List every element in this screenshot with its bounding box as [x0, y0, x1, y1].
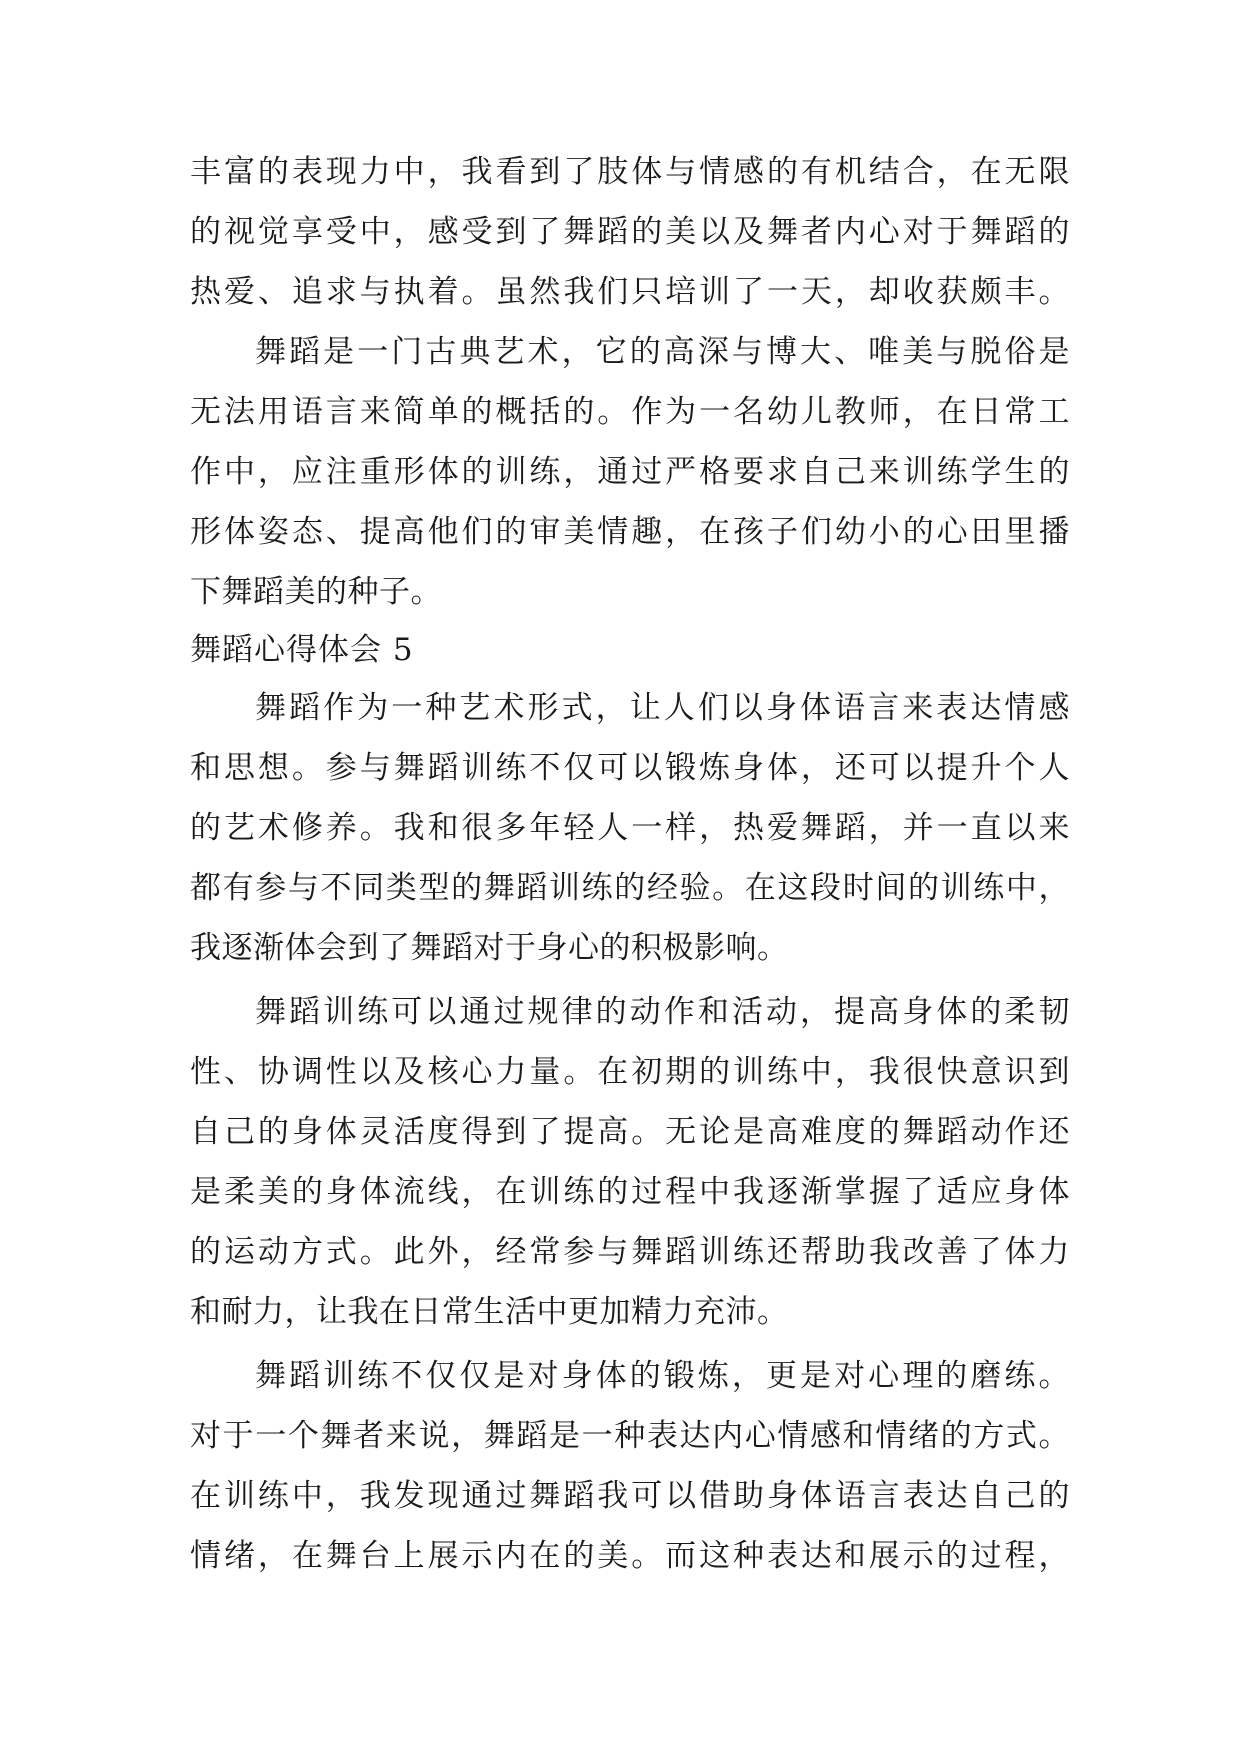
- text-line: 对于一个舞者来说，舞蹈是一种表达内心情感和情绪的方式。: [190, 1418, 1070, 1454]
- paragraph-first-line: 舞蹈训练可以通过规律的动作和活动，提高身体的柔韧: [255, 994, 1070, 1030]
- paragraph-first-line: 舞蹈训练不仅仅是对身体的锻炼，更是对心理的磨练。: [255, 1358, 1070, 1394]
- paragraph-first-line: 舞蹈作为一种艺术形式，让人们以身体语言来表达情感: [255, 690, 1070, 726]
- paragraph-last-line: 和耐力，让我在日常生活中更加精力充沛。: [190, 1294, 789, 1330]
- text-line: 的视觉享受中，感受到了舞蹈的美以及舞者内心对于舞蹈的: [190, 214, 1070, 250]
- text-line: 性、协调性以及核心力量。在初期的训练中，我很快意识到: [190, 1054, 1070, 1090]
- paragraph-last-line: 我逐渐体会到了舞蹈对于身心的积极影响。: [190, 930, 789, 966]
- paragraph-last-line: 下舞蹈美的种子。: [190, 574, 442, 610]
- text-line: 丰富的表现力中，我看到了肢体与情感的有机结合，在无限: [190, 154, 1070, 190]
- text-line: 的艺术修养。我和很多年轻人一样，热爱舞蹈，并一直以来: [190, 810, 1070, 846]
- text-line: 都有参与不同类型的舞蹈训练的经验。在这段时间的训练中，: [190, 870, 1070, 906]
- text-line: 情绪，在舞台上展示内在的美。而这种表达和展示的过程，: [190, 1538, 1070, 1574]
- text-line: 自己的身体灵活度得到了提高。无论是高难度的舞蹈动作还: [190, 1114, 1070, 1150]
- text-line: 的运动方式。此外，经常参与舞蹈训练还帮助我改善了体力: [190, 1234, 1070, 1270]
- text-line: 作中，应注重形体的训练，通过严格要求自己来训练学生的: [190, 454, 1070, 490]
- section-heading: 舞蹈心得体会 5: [190, 632, 414, 668]
- text-line: 和思想。参与舞蹈训练不仅可以锻炼身体，还可以提升个人: [190, 750, 1070, 786]
- text-line: 在训练中，我发现通过舞蹈我可以借助身体语言表达自己的: [190, 1478, 1070, 1514]
- text-line: 无法用语言来简单的概括的。作为一名幼儿教师，在日常工: [190, 394, 1070, 430]
- text-line: 形体姿态、提高他们的审美情趣，在孩子们幼小的心田里播: [190, 514, 1070, 550]
- text-line: 热爱、追求与执着。虽然我们只培训了一天，却收获颇丰。: [190, 274, 1070, 310]
- paragraph-first-line: 舞蹈是一门古典艺术，它的高深与博大、唯美与脱俗是: [255, 334, 1070, 370]
- text-line: 是柔美的身体流线，在训练的过程中我逐渐掌握了适应身体: [190, 1174, 1070, 1210]
